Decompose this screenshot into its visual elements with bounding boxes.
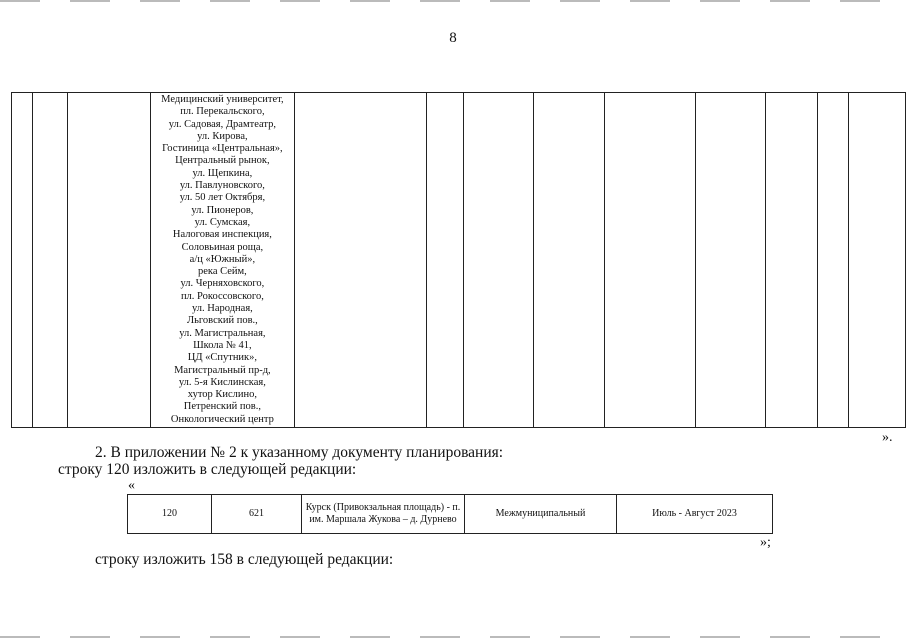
stop-item: хутор Кислино,	[187, 389, 258, 401]
table-row	[128, 495, 773, 534]
table-cell	[12, 93, 33, 428]
table-cell	[294, 93, 426, 428]
stop-item: Центральный рынок,	[175, 155, 270, 167]
paragraph-row-158-intro: строку изложить 158 в следующей редакции:	[95, 551, 394, 568]
stop-item: Магистральный пр-д,	[174, 364, 271, 376]
stop-item: ул. Кирова,	[197, 130, 248, 142]
table-cell	[766, 93, 817, 428]
stop-item: пл. Рокоссовского,	[180, 290, 264, 302]
stop-item: Льговский пов.,	[186, 315, 258, 327]
table-cell	[817, 93, 848, 428]
stops-list	[151, 93, 294, 426]
table-cell	[427, 93, 464, 428]
table-cell	[33, 93, 68, 428]
row-number-cell: 120	[128, 495, 212, 534]
table-cell	[533, 93, 604, 428]
stop-item: ул. Сумская,	[194, 216, 251, 228]
opening-quote: «	[128, 478, 135, 493]
paragraph-item-2: 2. В приложении № 2 к указанному документу планирования:	[95, 444, 504, 461]
closing-quote: »;	[760, 535, 771, 550]
route-name-cell: Курск (Привокзальная площадь) - п. им. Маршала Жукова – д. Дурнево	[302, 495, 465, 534]
row-120-table	[127, 494, 773, 534]
stop-item: река Сейм,	[197, 266, 247, 278]
table-cell	[848, 93, 905, 428]
stop-item: ул. Садовая, Драмтеатр,	[168, 118, 276, 130]
stop-item: ул. Павлуновского,	[179, 180, 265, 192]
page-number: 8	[449, 30, 457, 46]
table-cell	[696, 93, 766, 428]
stop-item: Медицинский университет,	[161, 94, 284, 105]
period-cell: Июль - Август 2023	[617, 495, 773, 534]
scan-artifact-bottom	[0, 636, 906, 638]
stop-item: Соловьиная роща,	[181, 241, 264, 253]
table-cell	[463, 93, 533, 428]
route-code-cell: 621	[212, 495, 302, 534]
stop-item: пл. Перекальского,	[180, 106, 265, 118]
stop-item: Гостиница «Центральная»,	[162, 143, 283, 155]
stop-item: Онкологический центр	[170, 413, 274, 425]
stop-item: ул. 50 лет Октября,	[179, 192, 266, 204]
stop-item: Школа № 41,	[193, 339, 252, 351]
stop-item: а/ц «Южный»,	[189, 253, 256, 265]
table-cell	[604, 93, 696, 428]
closing-quote: ».	[882, 430, 893, 445]
stop-item: ул. Магистральная,	[179, 327, 266, 339]
scan-artifact-top	[0, 0, 906, 2]
stop-item: ЦД «Спутник»,	[187, 352, 258, 364]
stop-item: ул. Пионеров,	[191, 204, 254, 216]
table-row	[12, 93, 906, 428]
stop-item: ул. 5-я Кислинская,	[178, 376, 266, 388]
stop-item: Налоговая инспекция,	[172, 229, 272, 241]
stop-item: ул. Щепкина,	[192, 167, 253, 179]
table-cell	[68, 93, 151, 428]
stops-cell	[150, 93, 294, 428]
stop-item: ул. Народная,	[191, 303, 253, 315]
stop-item: Петренский пов.,	[183, 401, 261, 413]
paragraph-row-120-intro: строку 120 изложить в следующей редакции:	[58, 461, 357, 478]
route-type-cell: Межмуниципальный	[465, 495, 617, 534]
stop-item: ул. Черняховского,	[180, 278, 265, 290]
route-table-continuation	[11, 92, 906, 428]
